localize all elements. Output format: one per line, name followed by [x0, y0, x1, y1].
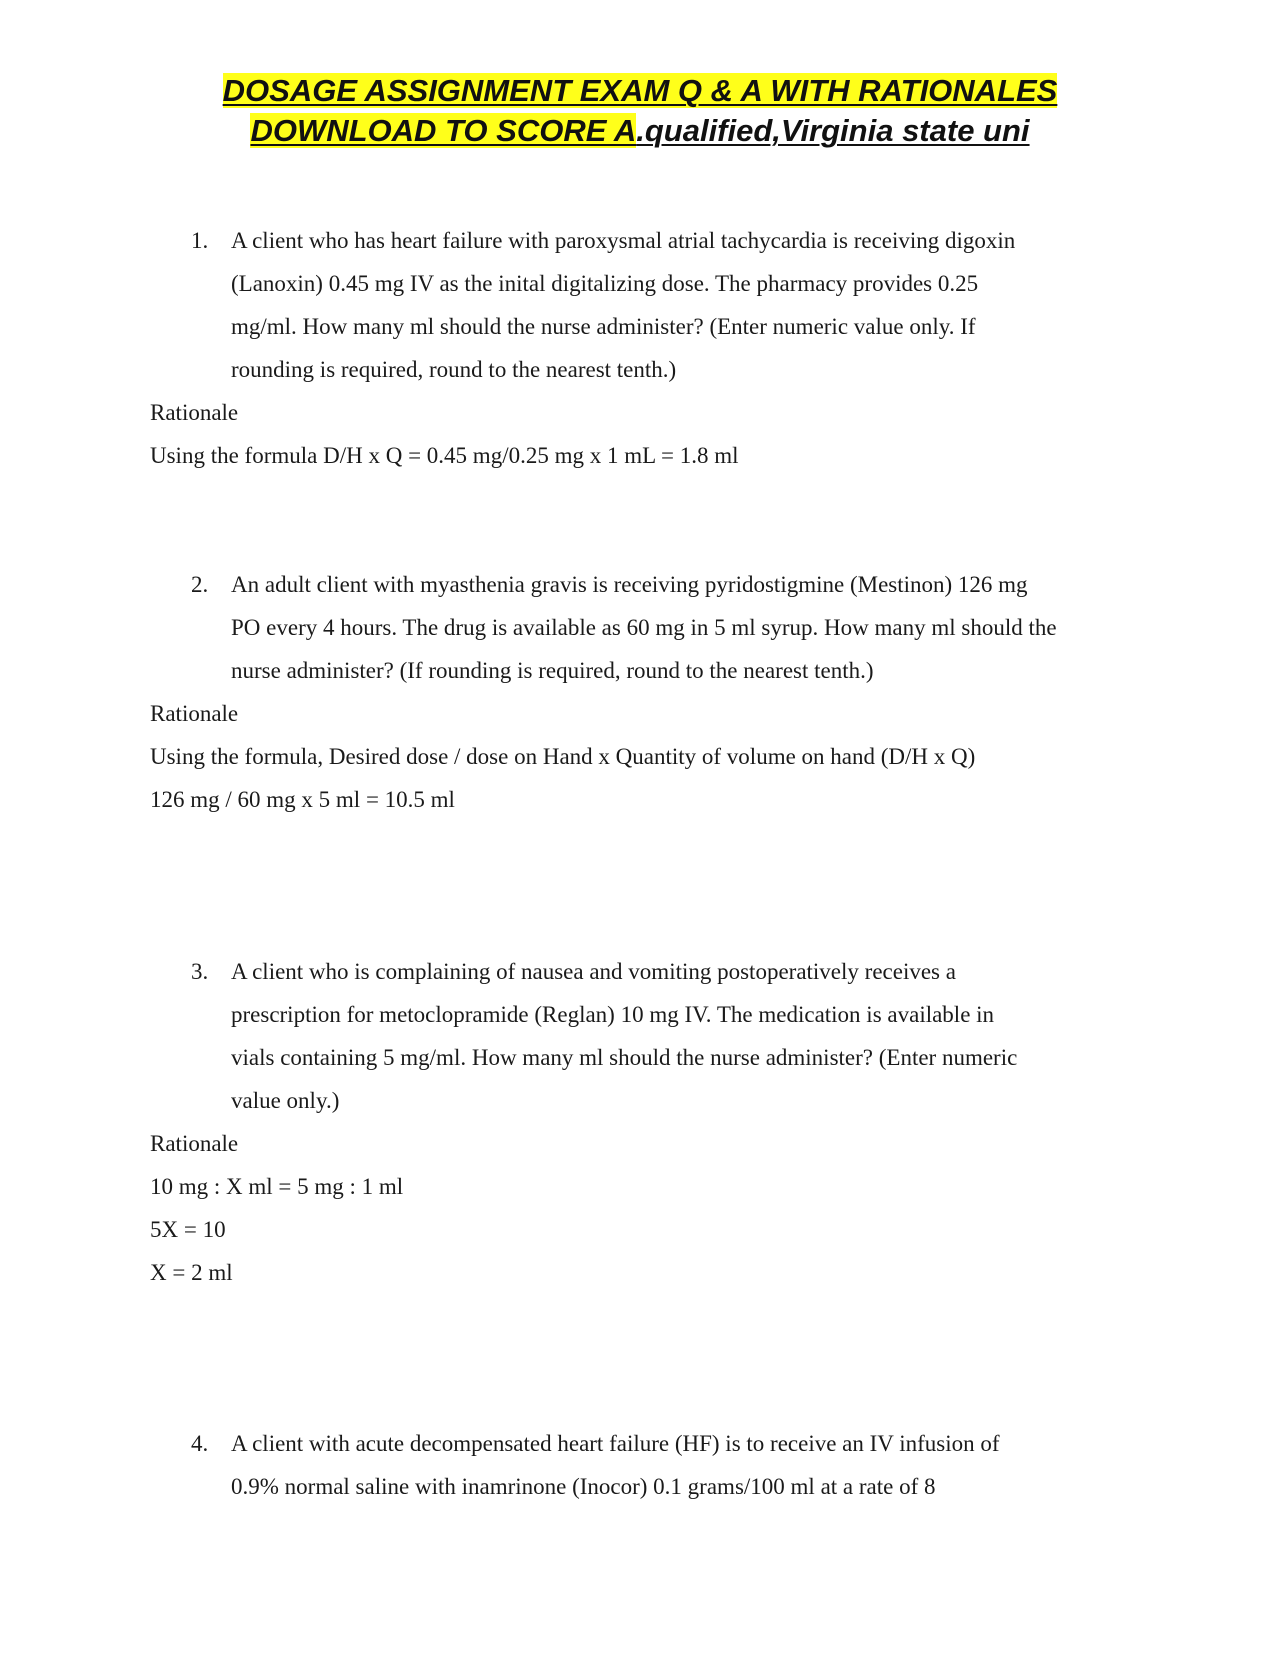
question-text-line: 0.9% normal saline with inamrinone (Inocor) 0.1 grams/100 ml at a rate of 8	[231, 1474, 936, 1499]
rationale-label: Rationale	[150, 400, 239, 425]
title-line-2-plain-text: .qualified,Virginia state uni	[636, 113, 1030, 148]
rationale-text-line: Using the formula D/H x Q = 0.45 mg/0.25 mg x 1 mL = 1.8 ml	[150, 443, 739, 468]
question-text-line: rounding is required, round to the nearest tenth.)	[231, 357, 677, 382]
question-text-line: PO every 4 hours. The drug is available as 60 mg in 5 ml syrup. How many ml should the	[231, 615, 1057, 640]
title-line-2	[0, 111, 1280, 151]
question-number: 3.	[191, 959, 209, 984]
question-text-line: A client who has heart failure with paroxysmal atrial tachycardia is receiving digoxin	[231, 228, 1016, 253]
title-line-1-text: DOSAGE ASSIGNMENT EXAM Q & A WITH RATIONALES	[222, 73, 1058, 108]
question-text-line: mg/ml. How many ml should the nurse administer? (Enter numeric value only. If	[231, 314, 976, 339]
question-text-line: A client who is complaining of nausea and vomiting postoperatively receives a	[231, 959, 956, 984]
question-text-line: vials containing 5 mg/ml. How many ml should the nurse administer? (Enter numeric	[231, 1045, 1018, 1070]
title-line-1	[0, 71, 1280, 111]
question-number: 2.	[191, 572, 209, 597]
title-line-2-highlighted-text: DOWNLOAD TO SCORE A	[250, 113, 637, 148]
rationale-text-line: Using the formula, Desired dose / dose on Hand x Quantity of volume on hand (D/H x Q)	[150, 744, 976, 769]
rationale-label: Rationale	[150, 1131, 239, 1156]
question-text-line: An adult client with myasthenia gravis is receiving pyridostigmine (Mestinon) 126 mg	[231, 572, 1028, 597]
question-text-line: nurse administer? (If rounding is required, round to the nearest tenth.)	[231, 658, 874, 683]
document-title	[0, 71, 1280, 151]
rationale-label: Rationale	[150, 701, 239, 726]
question-text-line: prescription for metoclopramide (Reglan) 10 mg IV. The medication is available in	[231, 1002, 995, 1027]
question-text-line: A client with acute decompensated heart failure (HF) is to receive an IV infusion of	[231, 1431, 1000, 1456]
question-number: 1.	[191, 228, 209, 253]
rationale-text-line: X = 2 ml	[150, 1260, 233, 1285]
rationale-text-line: 10 mg : X ml = 5 mg : 1 ml	[150, 1174, 404, 1199]
question-number: 4.	[191, 1431, 209, 1456]
question-text-line: value only.)	[231, 1088, 340, 1113]
rationale-text-line: 5X = 10	[150, 1217, 226, 1242]
question-text-line: (Lanoxin) 0.45 mg IV as the inital digitalizing dose. The pharmacy provides 0.25	[231, 271, 979, 296]
rationale-text-line: 126 mg / 60 mg x 5 ml = 10.5 ml	[150, 787, 455, 812]
